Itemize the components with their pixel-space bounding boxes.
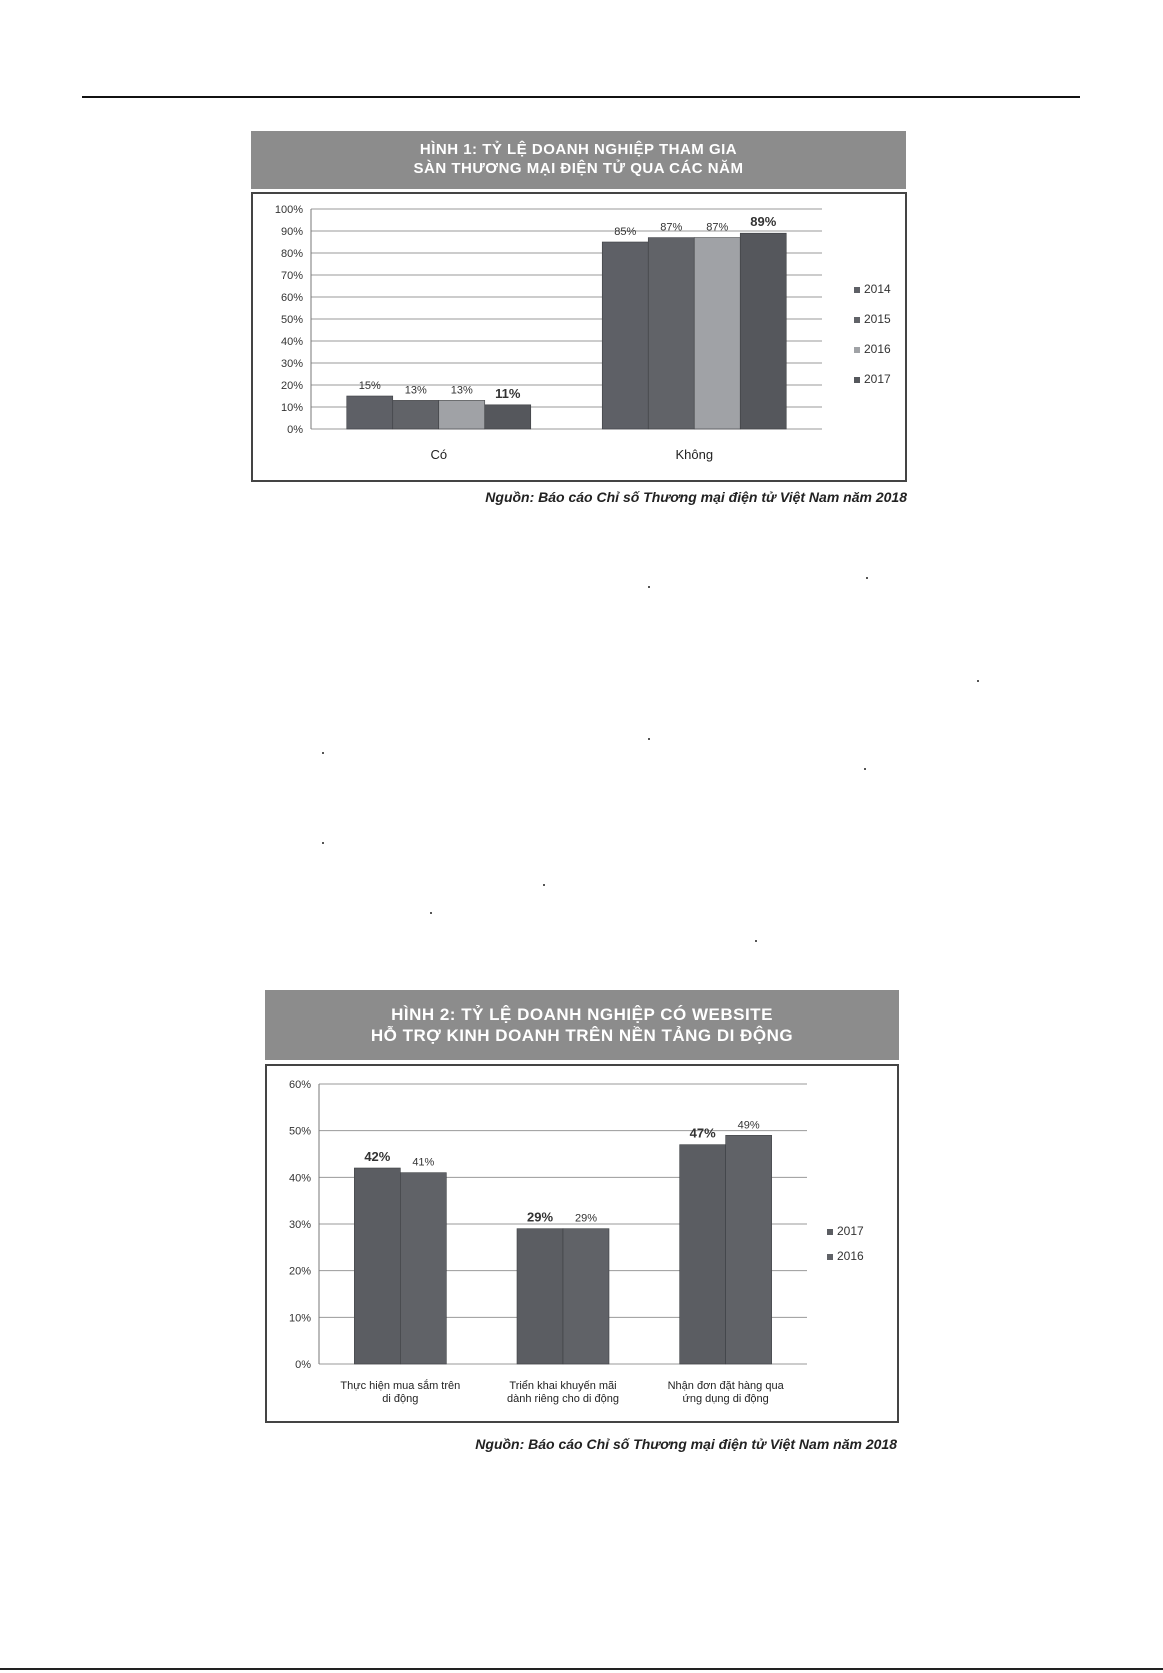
figure-2-header [265,990,899,1060]
data-label: 85% [614,226,637,238]
figure-1-title-line1: HÌNH 1: TỶ LỆ DOANH NGHIỆP THAM GIA [419,141,738,159]
data-label: 87% [706,221,729,234]
data-label: 47% [689,1125,716,1141]
legend-swatch-2016 [854,347,860,353]
y-tick-label: 40% [280,336,303,348]
legend-swatch-2014 [854,287,860,293]
bar-2014-0 [347,396,393,429]
figure-2-source: Nguồn: Báo cáo Chỉ số Thương mại điện tử Việt Nam năm 2018 [475,1436,897,1452]
y-tick-label: 80% [280,248,303,260]
x-category-label: dành riêng cho di động [507,1393,619,1405]
legend-swatch-2015 [854,317,860,323]
bar-2017-1 [740,233,786,429]
y-tick-label: 50% [280,314,303,326]
legend-swatch-2017 [854,377,860,383]
figure-1-source: Nguồn: Báo cáo Chỉ số Thương mại điện tử Việt Nam năm 2018 [485,489,907,505]
data-label: 15% [358,380,381,392]
figure-2-title-line1: HÌNH 2: TỶ LỆ DOANH NGHIỆP CÓ WEBSITE [391,1004,773,1024]
bar-2016-0 [439,400,485,429]
figure-1-chart [253,194,905,480]
scan-speck [648,738,650,740]
figure-2-chart [267,1066,897,1421]
y-tick-label: 60% [280,292,303,304]
bar-2016-2 [726,1135,772,1364]
data-label: 42% [364,1149,391,1164]
bar-2017-2 [680,1145,726,1364]
x-category-label: di động [382,1393,419,1405]
figure-1-header [251,131,906,189]
x-category-label: Nhận đơn đặt hàng qua [667,1380,784,1392]
bar-2014-1 [602,242,648,429]
scan-speck [977,680,979,682]
legend-swatch-2016 [827,1254,833,1260]
x-category-label: ứng dụng di động [682,1393,769,1405]
y-tick-label: 20% [288,1265,311,1278]
y-tick-label: 10% [280,402,303,414]
y-tick-label: 40% [288,1172,311,1185]
y-tick-label: 90% [280,226,303,238]
figure-1-title-line2: SÀN THƯƠNG MẠI ĐIỆN TỬ QUA CÁC NĂM [413,160,744,177]
bar-2017-0 [485,405,531,429]
y-tick-label: 60% [288,1079,311,1091]
y-tick-label: 0% [287,424,303,436]
bar-2016-0 [400,1173,446,1364]
bar-2015-1 [648,238,694,429]
scan-speck [322,752,324,754]
y-tick-label: 100% [274,204,303,216]
legend-label-2016: 2016 [837,1249,864,1263]
legend-label-2015: 2015 [864,312,891,326]
bar-2015-0 [393,400,439,429]
data-label: 29% [574,1212,598,1225]
y-tick-label: 30% [280,358,303,370]
y-tick-label: 20% [280,380,303,392]
legend-label-2016: 2016 [864,342,891,356]
scan-speck [864,768,866,770]
data-label: 13% [404,384,427,397]
scan-speck [755,940,757,942]
legend-label-2017: 2017 [837,1224,864,1238]
y-tick-label: 70% [280,270,303,282]
scan-speck [866,577,868,579]
data-label: 87% [660,221,683,234]
data-label: 29% [526,1209,554,1225]
y-tick-label: 0% [295,1359,311,1371]
figure-2-chart-frame [265,1064,899,1423]
scan-speck [430,912,432,914]
y-tick-label: 10% [288,1312,311,1325]
data-label: 89% [750,214,777,230]
bar-2017-0 [354,1168,400,1364]
x-category-label: Triển khai khuyến mãi [509,1380,617,1392]
data-label: 41% [412,1156,435,1169]
bar-2016-1 [694,238,740,429]
x-category-label: Có [430,447,448,462]
x-category-label: Không [675,447,714,462]
scan-speck [648,586,650,588]
bar-2016-1 [563,1229,609,1364]
data-label: 13% [450,384,473,397]
page-top-rule [82,96,1080,98]
scan-speck [543,884,545,886]
scan-speck [322,842,324,844]
legend-swatch-2017 [827,1229,833,1235]
figure-1-chart-frame [251,192,907,482]
data-label: 49% [737,1119,760,1132]
page-bottom-rule [0,1668,1163,1670]
y-tick-label: 30% [288,1219,311,1231]
data-label: 11% [495,385,521,401]
y-tick-label: 50% [288,1125,311,1138]
legend-label-2014: 2014 [864,282,891,296]
bar-2017-1 [517,1229,563,1364]
legend-label-2017: 2017 [864,372,891,386]
figure-2-title-line2: HỖ TRỢ KINH DOANH TRÊN NỀN TẢNG DI ĐỘNG [370,1026,794,1045]
x-category-label: Thực hiện mua sắm trên [340,1380,461,1392]
